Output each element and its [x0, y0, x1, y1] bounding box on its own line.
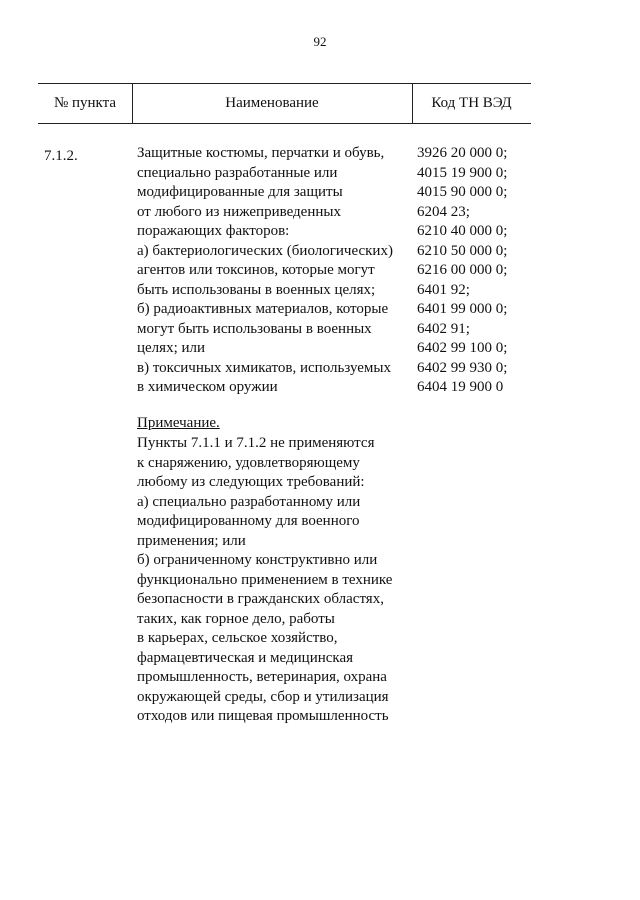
- note-line: отходов или пищевая промышленность: [137, 708, 389, 724]
- note-line: промышленность, ветеринария, охрана: [137, 669, 387, 685]
- description-line: поражающих факторов:: [137, 223, 290, 239]
- code-line: 6404 19 900 0: [417, 379, 504, 395]
- header-name: Наименование: [225, 95, 319, 111]
- item-number: 7.1.2.: [44, 148, 78, 164]
- code-line: 4015 19 900 0;: [417, 164, 508, 181]
- description-line: модифицированные для защиты: [137, 184, 343, 200]
- description-line: б) радиоактивных материалов, которые: [137, 301, 389, 317]
- description-line: быть использованы в военных целях;: [137, 281, 376, 298]
- note-line: модифицированному для военного: [137, 513, 360, 529]
- note-line: к снаряжению, удовлетворяющему: [137, 454, 360, 471]
- note-line: окружающей среды, сбор и утилизация: [137, 688, 389, 705]
- note-line: таких, как горное дело, работы: [137, 610, 335, 627]
- description-line: агентов или токсинов, которые могут: [137, 262, 375, 278]
- description-line: могут быть использованы в военных: [137, 320, 372, 337]
- description-line: целях; или: [137, 340, 206, 356]
- note-line: применения; или: [137, 532, 246, 549]
- table-header-bottom-rule: [38, 123, 531, 124]
- note-line: а) специально разработанному или: [137, 493, 361, 510]
- code-line: 4015 90 000 0;: [417, 184, 508, 200]
- note-line: любому из следующих требований:: [137, 474, 365, 490]
- note-line: фармацевтическая и медицинская: [137, 649, 354, 666]
- description-line: в) токсичных химикатов, используемых: [137, 359, 391, 376]
- code-line: 3926 20 000 0;: [417, 145, 508, 161]
- code-line: 6401 99 000 0;: [417, 301, 508, 317]
- code-line: 6210 40 000 0;: [417, 223, 508, 239]
- note-line: Пункты 7.1.1 и 7.1.2 не применяются: [137, 435, 375, 451]
- code-line: 6401 92;: [417, 281, 470, 298]
- code-line: 6210 50 000 0;: [417, 242, 508, 259]
- description-line: а) бактериологических (биологических): [137, 242, 393, 259]
- note-body: [137, 434, 392, 727]
- note-heading: Примечание.: [137, 415, 220, 431]
- code-line: 6204 23;: [417, 203, 470, 220]
- description-line: специально разработанные или: [137, 164, 338, 181]
- header-item-number: № пункта: [53, 95, 117, 111]
- description-line: в химическом оружии: [137, 379, 278, 395]
- code-line: 6402 99 100 0;: [417, 340, 508, 356]
- page-number: 92: [313, 34, 327, 49]
- code-line: 6402 91;: [417, 320, 470, 337]
- item-codes: [417, 144, 507, 398]
- note-line: б) ограниченному конструктивно или: [137, 552, 378, 568]
- note-line: безопасности в гражданских областях,: [137, 591, 384, 607]
- header-code: Код ТН ВЭД: [431, 95, 512, 111]
- note-line: функционально применением в технике: [137, 571, 393, 588]
- note-line: в карьерах, сельское хозяйство,: [137, 630, 338, 646]
- table-top-rule: [38, 83, 531, 84]
- description-line: от любого из нижеприведенных: [137, 203, 341, 220]
- code-line: 6216 00 000 0;: [417, 262, 508, 278]
- code-line: 6402 99 930 0;: [417, 359, 508, 376]
- description-line: Защитные костюмы, перчатки и обувь,: [137, 145, 385, 161]
- item-description: [137, 144, 393, 398]
